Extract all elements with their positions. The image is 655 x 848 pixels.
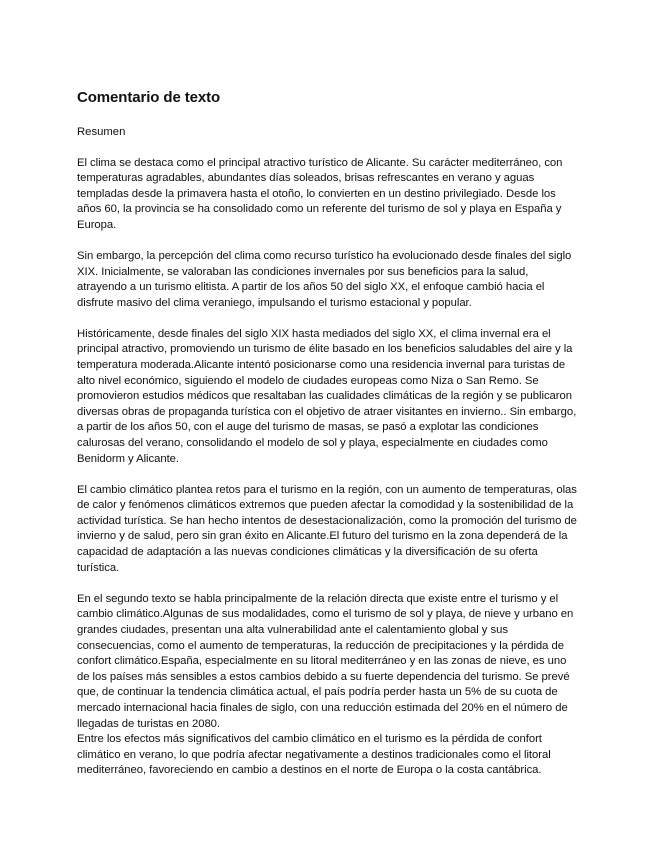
paragraph-3: Históricamente, desde finales del siglo XIX hasta mediados del siglo XX, el clima invernal era el principal atractivo, promoviendo un turismo de élite basado en los beneficios saludables del aire y la temperatura moderada.Alicante intentó posicionarse como una residencia invernal para turistas de alto nivel económico, siguiendo el modelo de ciudades europeas como Niza o San Remo. Se promovieron estudios médicos que resaltaban las cualidades climáticas de la región y se publicaron diversas obras de propaganda turística con el objetivo de atraer visitantes en invierno.. Sin embargo, a partir de los años 50, con el auge del turismo de masas, se pasó a explotar las condiciones calurosas del verano, consolidando el modelo de sol y playa, especialmente en ciudades como Benidorm y Alicante. [77,327,577,465]
paragraph-5: En el segundo texto se habla principalmente de la relación directa que existe entre el turismo y el cambio climático.Algunas de sus modalidades, como el turismo de sol y playa, de nieve y urbano en grandes ciudades, presentan una alta vulnerabilidad ante el calentamiento global y sus consecuencias, como el aumento de temperaturas, la reducción de precipitaciones y la pérdida de confort climático.España, especialmente en su litoral mediterráneo y en las zonas de nieve, es uno de los países más sensibles a estos cambios debido a su fuerte dependencia del turismo. Se prevé que, de continuar la tendencia climática actual, el país podría perder hasta un 5% de su cuota de mercado internacional hacia finales de siglo, con una reducción estimada del 20% en el número de llegadas de turistas en 2080. [77,592,574,730]
section-heading: Resumen [77,126,126,138]
paragraph-2: Sin embargo, la percepción del clima como recurso turístico ha evolucionado desde finales del siglo XIX. Inicialmente, se valoraban las condiciones invernales por sus beneficios para la salud, atrayendo a un turismo elitista. A partir de los años 50 del siglo XX, el enfoque cambió hacia el disfrute masivo del clima veraniego, impulsando el turismo estacional y popular. [77,249,572,309]
document-title: Comentario de texto [77,89,221,106]
paragraph-6: Entre los efectos más significativos del cambio climático en el turismo es la pérdida de confort climático en verano, lo que podría afectar negativamente a destinos tradicionales como el litoral mediterráneo, favoreciendo en cambio a destinos en el norte de Europa o la costa cantábrica. [77,733,551,777]
paragraph-1: El clima se destaca como el principal atractivo turístico de Alicante. Su carácter mediterráneo, con temperaturas agradables, abundantes días soleados, brisas refrescantes en verano y aguas templadas desde la primavera hasta el otoño, lo convierten en un destino privilegiado. Desde los años 60, la provincia se ha consolidado como un referente del turismo de sol y playa en España y Europa. [77,156,563,231]
paragraph-4: El cambio climático plantea retos para el turismo en la región, con un aumento de temperaturas, olas de calor y fenómenos climáticos extremos que pueden afectar la comodidad y la sostenibilidad de la actividad turística. Se han hecho intentos de desestacionalización, como la promoción del turismo de invierno y de salud, pero sin gran éxito en Alicante.El futuro del turismo en la zona dependerá de la capacidad de adaptación a las nuevas condiciones climáticas y la diversificación de su oferta turística. [77,483,577,574]
document-body [77,88,577,779]
